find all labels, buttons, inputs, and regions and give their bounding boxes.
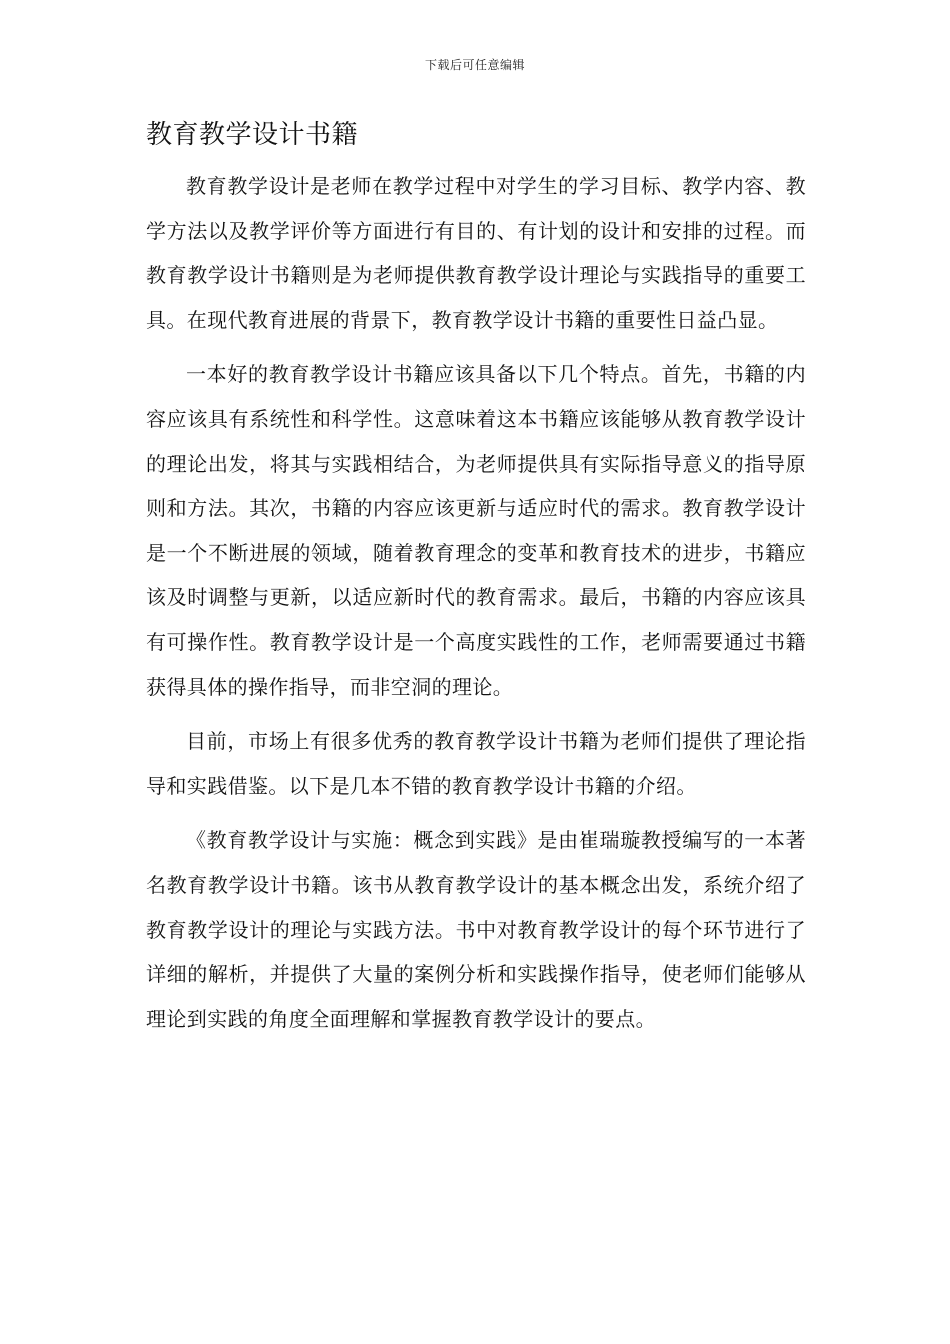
paragraph-intro: 教育教学设计是老师在教学过程中对学生的学习目标、教学内容、教学方法以及教学评价等方面进行有目的、有计划的设计和安排的过程。而教育教学设计书籍则是为老师提供教育教学设计理论与实践指导的重要工具。在现代教育进展的背景下，教育教学设计书籍的重要性日益凸显。 — [146, 174, 806, 332]
paragraph-market: 目前，市场上有很多优秀的教育教学设计书籍为老师们提供了理论指导和实践借鉴。以下是几本不错的教育教学设计书籍的介绍。 — [146, 729, 806, 798]
header-note: 下载后可任意编辑 — [424, 58, 525, 72]
document-body — [146, 112, 806, 1051]
paragraph-features: 一本好的教育教学设计书籍应该具备以下几个特点。首先，书籍的内容应该具有系统性和科学性。这意味着这本书籍应该能够从教育教学设计的理论出发，将其与实践相结合，为老师提供具有实际指导意义的指导原则和方法。其次，书籍的内容应该更新与适应时代的需求。教育教学设计是一个不断进展的领域，随着教育理念的变革和教育技术的进步，书籍应该及时调整与更新，以适应新时代的教育需求。最后，书籍的内容应该具有可操作性。教育教学设计是一个高度实践性的工作，老师需要通过书籍获得具体的操作指导，而非空洞的理论。 — [146, 362, 806, 699]
document-title: 教育教学设计书籍 — [146, 120, 359, 150]
paragraph-book-intro: 《教育教学设计与实施：概念到实践》是由崔瑞璇教授编写的一本著名教育教学设计书籍。该书从教育教学设计的基本概念出发，系统介绍了教育教学设计的理论与实践方法。书中对教育教学设计的每个环节进行了详细的解析，并提供了大量的案例分析和实践操作指导，使老师们能够从理论到实践的角度全面理解和掌握教育教学设计的要点。 — [146, 828, 806, 1031]
